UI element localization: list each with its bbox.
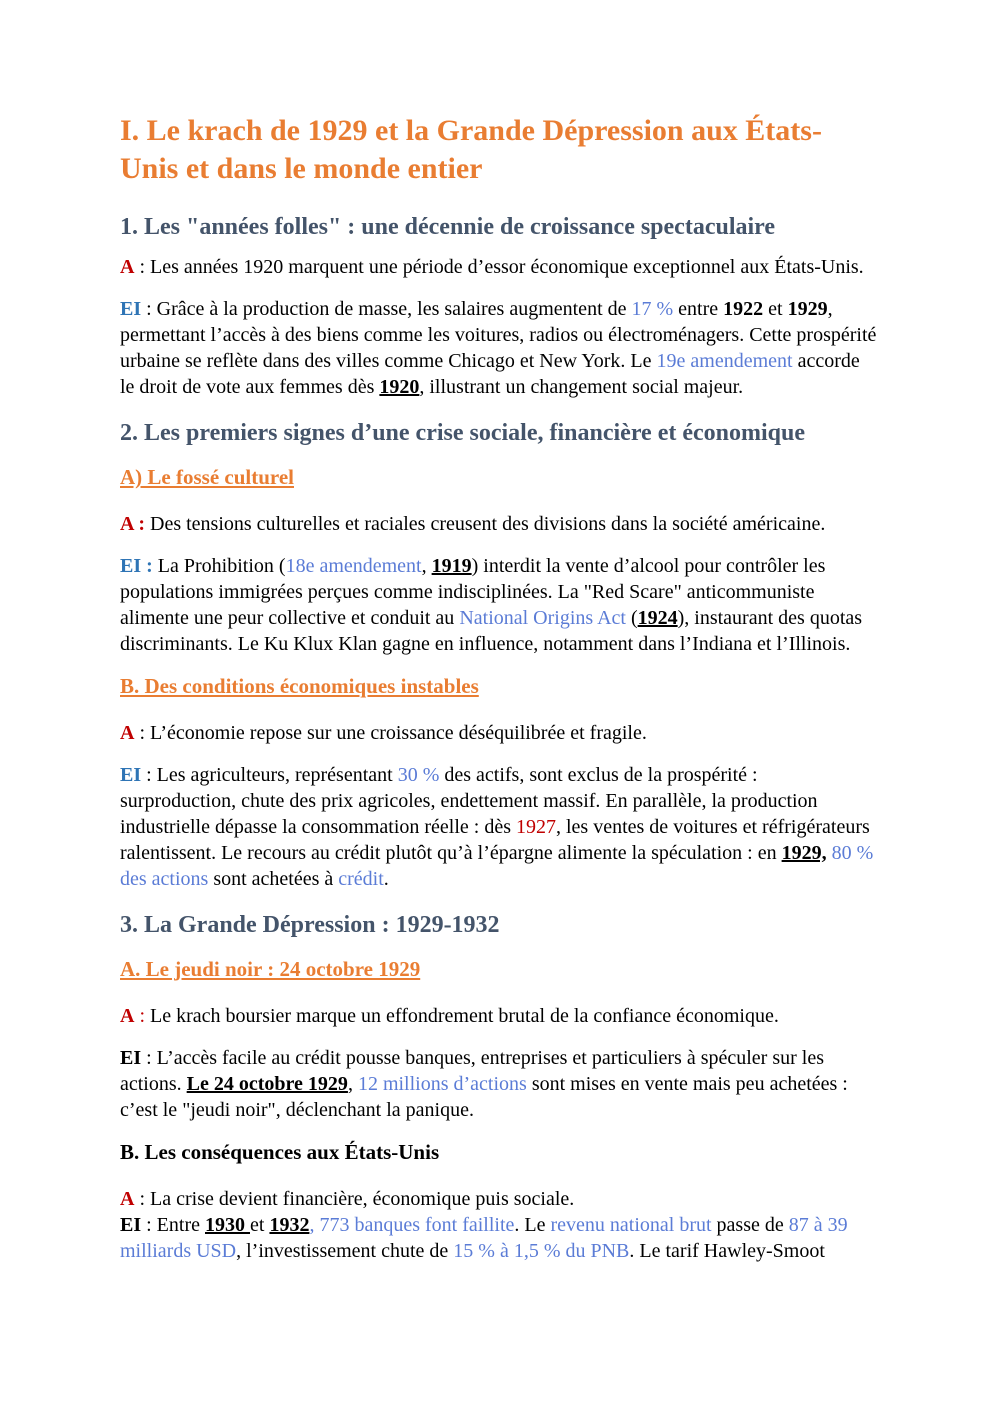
paragraph-accroche-1 <box>120 254 878 280</box>
highlighted-text: National Origins Act <box>459 607 626 629</box>
highlighted-text: 87 à 39 milliards USD <box>120 1214 848 1262</box>
text-segment: , les ventes de voitures et réfrigérateurs ralentissent. Le recours au crédit plutôt qu’à l’épargne alimente la spéculation : en <box>120 816 870 864</box>
highlighted-text: 15 % à 1,5 % du PNB <box>453 1240 630 1262</box>
text-segment: : Les agriculteurs, représentant <box>141 764 398 786</box>
text-segment: , <box>347 1073 358 1095</box>
text-segment: , permettant l’accès à des biens comme les voitures, radios ou électroménagers. Cette prospérité urbaine se reflète dans des villes comme Chicago et New York. Le <box>120 298 877 372</box>
text-segment: 1929, <box>781 842 827 864</box>
highlighted-text: 17 % <box>631 298 674 320</box>
text-segment: et <box>250 1214 270 1236</box>
text-segment: des actifs, sont exclus de la prospérité : surproduction, chute des prix agricoles, endettement massif. En parallèle, la production industrielle dépasse la consommation réelle : dès <box>120 764 818 838</box>
highlighted-text: 30 % <box>397 764 440 786</box>
text-segment: : L’accès facile au crédit pousse banques, entreprises et particuliers à spéculer sur les actions. <box>120 1047 824 1095</box>
paragraph-accroche-2 <box>120 511 878 537</box>
text-segment: accorde le droit de vote aux femmes dès <box>120 350 860 398</box>
text-segment: : Grâce à la production de masse, les salaires augmentent de <box>141 298 632 320</box>
text-segment: 1922 <box>723 298 764 320</box>
text-segment: et <box>763 298 788 320</box>
text-segment: EI : <box>120 555 153 577</box>
section-heading-2: 2. Les premiers signes d’une crise sociale, financière et économique <box>120 420 806 446</box>
text-segment: Des tensions culturelles et raciales creusent des divisions dans la société américaine. <box>145 513 826 535</box>
text-segment: 1919 <box>431 555 472 577</box>
text-segment: 1932 <box>269 1214 310 1236</box>
text-segment: . Le <box>514 1214 551 1236</box>
text-segment: 1924 <box>637 607 678 629</box>
text-segment: ( <box>625 607 638 629</box>
subsection-heading-consequences-etats-unis: B. Les conséquences aux États-Unis <box>120 1140 440 1164</box>
text-segment: A <box>120 1005 135 1027</box>
subsection-heading-fosse-culturel: A) Le fossé culturel <box>120 465 294 489</box>
text-segment: La Prohibition ( <box>152 555 286 577</box>
text-segment: , <box>421 555 432 577</box>
text-segment: : Entre <box>141 1214 205 1236</box>
text-segment: A : <box>120 513 145 535</box>
text-segment: : <box>134 1005 151 1027</box>
highlighted-text: revenu national brut <box>550 1214 712 1236</box>
highlighted-text: 80 % des actions <box>120 842 874 890</box>
highlighted-text: , 773 banques font faillite <box>309 1214 515 1236</box>
text-segment: 1927 <box>516 816 556 838</box>
text-segment: : L’économie repose sur une croissance déséquilibrée et fragile. <box>134 722 647 744</box>
text-segment: ) interdit la vente d’alcool pour contrôler les populations immigrées perçues comme indisciplinées. La "Red Scare" anticommuniste alimente une peur collective et conduit au <box>120 555 826 629</box>
text-segment: sont achetées à <box>208 868 339 890</box>
text-segment: 1930 <box>205 1214 250 1236</box>
document-body <box>120 212 878 1264</box>
text-segment: 1929 <box>787 298 828 320</box>
text-segment: EI <box>120 1047 142 1069</box>
text-segment: EI <box>120 298 142 320</box>
text-segment: sont mises en vente mais peu achetées : c’est le "jeudi noir", déclenchant la panique. <box>120 1073 848 1121</box>
section-heading-3: 3. La Grande Dépression : 1929-1932 <box>120 912 500 938</box>
text-segment: : La crise devient financière, économique puis sociale. <box>134 1188 575 1210</box>
paragraph-ei-3 <box>120 762 878 892</box>
paragraph-ei-2 <box>120 553 878 657</box>
text-segment: : Les années 1920 marquent une période d’essor économique exceptionnel aux États-Unis. <box>134 256 864 278</box>
text-segment: , l’investissement chute de <box>236 1240 454 1262</box>
highlighted-text: 19e amendement <box>656 350 793 372</box>
text-segment: A <box>120 1188 135 1210</box>
paragraph-accroche-3 <box>120 720 878 746</box>
text-segment: ), instaurant des quotas discriminants. Le Ku Klux Klan gagne en influence, notamment dans l’Indiana et l’Illinois. <box>120 607 863 655</box>
document-title: I. Le krach de 1929 et la Grande Dépression aux États-Unis et dans le monde entier <box>120 114 822 185</box>
paragraph-crise-consequences <box>120 1186 878 1264</box>
highlighted-text: 18e amendement <box>285 555 422 577</box>
text-segment: . Le tarif Hawley-Smoot <box>629 1240 825 1262</box>
text-segment: EI <box>120 1214 142 1236</box>
text-segment: passe de <box>711 1214 789 1236</box>
paragraph-accroche-4 <box>120 1003 878 1029</box>
text-segment: , illustrant un changement social majeur. <box>419 376 744 398</box>
text-segment: A <box>120 722 135 744</box>
highlighted-text: crédit <box>338 868 384 890</box>
section-heading-1: 1. Les "années folles" : une décennie de croissance spectaculaire <box>120 214 776 240</box>
subsection-heading-conditions-economiques: B. Des conditions économiques instables <box>120 674 479 698</box>
text-segment: Le krach boursier marque un effondrement brutal de la confiance économique. <box>150 1005 779 1027</box>
paragraph-ei-1 <box>120 296 878 400</box>
text-segment: entre <box>673 298 724 320</box>
text-segment: Le 24 octobre 1929 <box>186 1073 348 1095</box>
text-segment: 1920 <box>379 376 420 398</box>
paragraph-ei-4 <box>120 1045 878 1123</box>
highlighted-text: 12 millions d’actions <box>357 1073 527 1095</box>
text-segment: A <box>120 256 135 278</box>
text-segment: EI <box>120 764 142 786</box>
text-segment: . <box>383 868 389 890</box>
subsection-heading-jeudi-noir: A. Le jeudi noir : 24 octobre 1929 <box>120 957 421 981</box>
